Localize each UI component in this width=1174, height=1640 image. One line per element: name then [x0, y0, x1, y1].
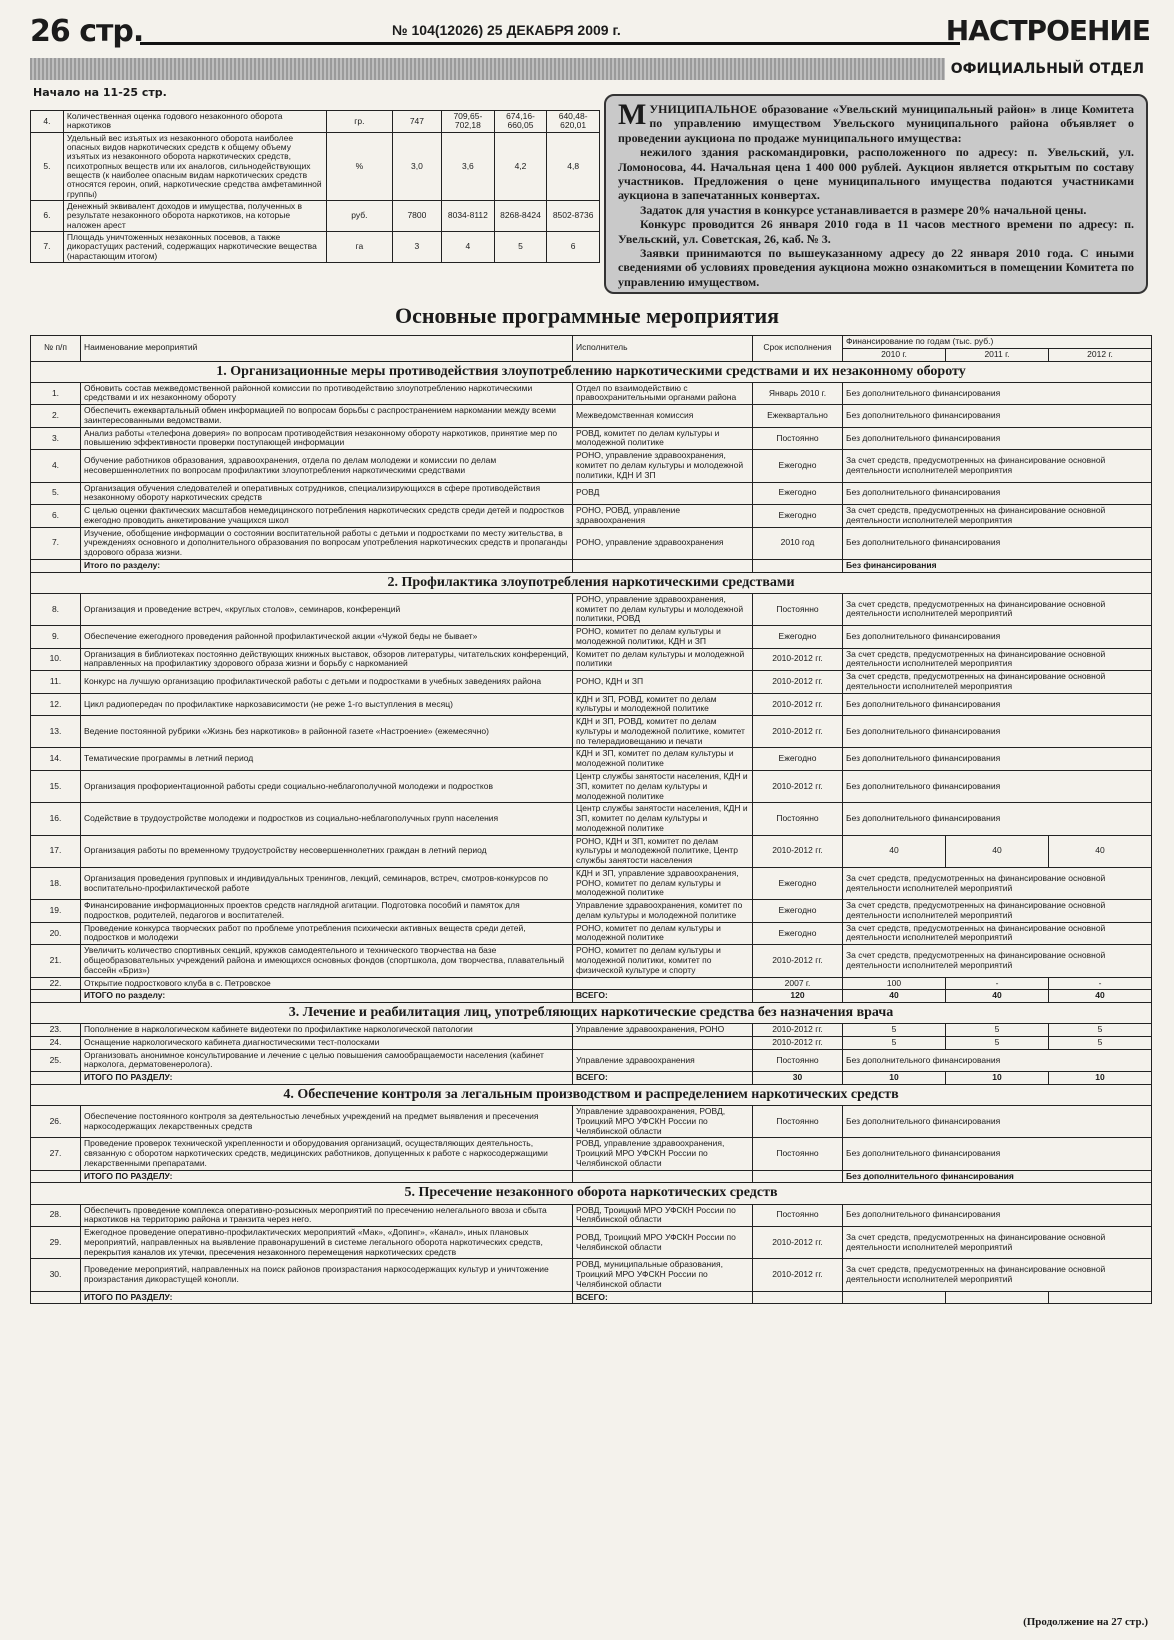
row-term: 2010-2012 гг.	[753, 770, 843, 802]
notice-applications: Заявки принимаются по вышеуказанному адресу до 22 января 2010 года. С иными сведениями об условиях проведения аукциона можно ознакомиться в помещении Комитета по управлению имуществом.	[618, 245, 1134, 289]
total-term	[753, 1170, 843, 1183]
row-term: Ежегодно	[753, 922, 843, 945]
total-year-value	[946, 1291, 1049, 1304]
row-term: Ежегодно	[753, 748, 843, 771]
row-activity: Обеспечить проведение комплекса оперативно-розыскных мероприятий по пресечению нелегального ввоза и сбыта наркотиков на территорию района и транзита через него.	[81, 1204, 573, 1227]
row-financing: Без дополнительного финансирования	[843, 770, 1152, 802]
header-financing: Финансирование по годам (тыс. руб.)	[843, 336, 1152, 349]
table-row	[31, 1036, 1152, 1049]
auction-notice	[604, 94, 1148, 294]
row-activity: Проведение проверок технической укрепленности и оборудования организаций, осуществляющих деятельность, связанную с оборотом наркотических средств, медицинских работников, допущенных к работе с наркосодержащими лекарственными препаратами.	[81, 1138, 573, 1170]
row-activity: Обеспечить ежеквартальный обмен информацией по вопросам борьбы с распространением наркомании между всеми заинтересованными ведомствами.	[81, 405, 573, 428]
row-term: Ежегодно	[753, 450, 843, 482]
row-num: 25.	[31, 1049, 81, 1072]
masthead	[30, 14, 1150, 52]
indicator-num: 6.	[31, 201, 64, 232]
row-year-value: 5	[946, 1024, 1049, 1037]
row-financing: За счет средств, предусмотренных на финансирование основной деятельности исполнителей мероприятий	[843, 593, 1152, 625]
row-term: 2010-2012 гг.	[753, 648, 843, 671]
indicator-value: 5	[494, 232, 547, 263]
row-num: 29.	[31, 1227, 81, 1259]
total-row	[31, 559, 1152, 572]
newspaper-name: НАСТРОЕНИЕ	[945, 14, 1150, 47]
issue-info: № 104(12026) 25 ДЕКАБРЯ 2009 г.	[392, 22, 621, 38]
indicator-row	[31, 232, 600, 263]
indicator-unit: га	[326, 232, 392, 263]
row-executor: Управление здравоохранения, РОВД, Троицкий МРО УФСКН России по Челябинской области	[573, 1106, 753, 1138]
row-num: 14.	[31, 748, 81, 771]
row-year-value: 5	[1049, 1036, 1152, 1049]
section-row	[31, 1183, 1152, 1204]
table-row	[31, 1259, 1152, 1291]
table-row	[31, 1227, 1152, 1259]
total-label: ИТОГО ПО РАЗДЕЛУ:	[81, 1291, 573, 1304]
row-financing: За счет средств, предусмотренных на финансирование основной деятельности исполнителей мероприятия	[843, 505, 1152, 528]
row-financing: Без дополнительного финансирования	[843, 427, 1152, 450]
row-executor: РОНО, комитет по делам культуры и молодежной политики, комитет по физической культуре и спорту	[573, 945, 753, 977]
indicator-value: 709,65-702,18	[442, 111, 495, 133]
row-term: 2010-2012 гг.	[753, 1227, 843, 1259]
indicator-unit: руб.	[326, 201, 392, 232]
row-num: 4.	[31, 450, 81, 482]
section-row	[31, 1003, 1152, 1024]
indicator-name: Удельный вес изъятых из незаконного оборота наиболее опасных видов наркотических средств к общему объему изъятых из незаконного оборота наркотических средств, психотропных веществ или их аналогов, сильнодействующих веществ (к наиболее опасным видам наркотических средств относятся героин, опий, наркотические средства амфетаминной группы)	[63, 132, 326, 200]
row-activity: Организация в библиотеках постоянно действующих книжных выставок, обзоров литературы, читательских конференций, направленных на профилактику здорового образа жизни и борьбу с наркоманией	[81, 648, 573, 671]
row-activity: Обновить состав межведомственной районной комиссии по противодействию злоупотреблению наркотическими средствами и их незаконному обороту	[81, 382, 573, 405]
row-activity: Конкурс на лучшую организацию профилактической работы с детьми и подростками в учебных заведениях района	[81, 671, 573, 694]
total-financing: Без финансирования	[843, 559, 1152, 572]
total-year-value	[1049, 1291, 1152, 1304]
row-financing: Без дополнительного финансирования	[843, 1049, 1152, 1072]
row-financing: Без дополнительного финансирования	[843, 527, 1152, 559]
row-executor: РОНО, КДН и ЗП, комитет по делам культуры и молодежной политике, Центр службы занятости населения	[573, 835, 753, 867]
row-financing: За счет средств, предусмотренных на финансирование основной деятельности исполнителей мероприятий	[843, 1227, 1152, 1259]
table-row	[31, 648, 1152, 671]
row-term: 2010 год	[753, 527, 843, 559]
row-activity: Организовать анонимное консультирование и лечение с целью повышения самообращаемости населения (кабинет нарколога, дерматовенеролога).	[81, 1049, 573, 1072]
row-executor: РОНО, управление здравоохранения	[573, 527, 753, 559]
row-activity: Анализ работы «телефона доверия» по вопросам противодействия незаконному обороту наркотиков, принятие мер по повышению эффективности проверки поступающей информации	[81, 427, 573, 450]
row-financing: Без дополнительного финансирования	[843, 803, 1152, 835]
table-row	[31, 626, 1152, 649]
row-num: 11.	[31, 671, 81, 694]
table-row	[31, 1024, 1152, 1037]
row-activity: Ведение постоянной рубрики «Жизнь без наркотиков» в районной газете «Настроение» (ежемесячно)	[81, 716, 573, 748]
notice-deposit: Задаток для участия в конкурсе устанавливается в размере 20% начальной цены.	[640, 202, 1087, 217]
row-executor: РОНО, управление здравоохранения, комитет по делам культуры и молодежной политики, КДН И ЗП	[573, 450, 753, 482]
indicator-name: Денежный эквивалент доходов и имущества, полученных в результате незаконного оборота наркотиков, на которые наложен арест	[63, 201, 326, 232]
row-financing: За счет средств, предусмотренных на финансирование основной деятельности исполнителей мероприятия	[843, 648, 1152, 671]
table-row	[31, 593, 1152, 625]
row-activity: Изучение, обобщение информации о состоянии воспитательной работы с детьми и подростками по месту жительства, в учреждениях основного и дополнительного образования по вопросам употребления наркотических средств и пропаганды здорового образа жизни.	[81, 527, 573, 559]
row-financing: Без дополнительного финансирования	[843, 405, 1152, 428]
indicator-value: 674,16-660,05	[494, 111, 547, 133]
total-year-value: 10	[843, 1072, 946, 1085]
total-financing: Без дополнительного финансирования	[843, 1170, 1152, 1183]
table-row	[31, 427, 1152, 450]
indicator-value: 4,2	[494, 132, 547, 200]
continued-from: Начало на 11-25 стр.	[33, 86, 167, 99]
table-row	[31, 382, 1152, 405]
row-year-value: -	[1049, 977, 1152, 990]
table-row	[31, 922, 1152, 945]
table-row	[31, 770, 1152, 802]
row-num: 7.	[31, 527, 81, 559]
row-executor: Управление здравоохранения, комитет по делам культуры и молодежной политике	[573, 900, 753, 923]
row-num: 23.	[31, 1024, 81, 1037]
total-row	[31, 1072, 1152, 1085]
row-num: 26.	[31, 1106, 81, 1138]
table-row	[31, 405, 1152, 428]
row-num: 30.	[31, 1259, 81, 1291]
row-financing: За счет средств, предусмотренных на финансирование основной деятельности исполнителей мероприятий	[843, 945, 1152, 977]
row-year-value: 5	[843, 1036, 946, 1049]
total-term: 30	[753, 1072, 843, 1085]
table-row	[31, 1138, 1152, 1170]
row-term: Постоянно	[753, 593, 843, 625]
row-activity: Пополнение в наркологическом кабинете видеотеки по профилактике наркологической патологии	[81, 1024, 573, 1037]
total-term: 120	[753, 990, 843, 1003]
row-activity: Цикл радиопередач по профилактике наркозависимости (не реже 1-го выступления в месяц)	[81, 693, 573, 716]
row-num: 16.	[31, 803, 81, 835]
indicator-value: 4	[442, 232, 495, 263]
row-financing: Без дополнительного финансирования	[843, 1204, 1152, 1227]
total-num	[31, 990, 81, 1003]
table-row	[31, 748, 1152, 771]
row-term: Постоянно	[753, 1138, 843, 1170]
row-activity: Организация профориентационной работы среди социально-неблагополучной молодежи и подростков	[81, 770, 573, 802]
row-activity: Организация и проведение встреч, «круглых столов», семинаров, конференций	[81, 593, 573, 625]
total-row	[31, 990, 1152, 1003]
row-term: 2010-2012 гг.	[753, 716, 843, 748]
row-executor: РОВД, комитет по делам культуры и молодежной политике	[573, 427, 753, 450]
row-executor	[573, 1036, 753, 1049]
row-financing: За счет средств, предусмотренных на финансирование основной деятельности исполнителей мероприятий	[843, 1259, 1152, 1291]
total-label: Итого по разделу:	[81, 559, 573, 572]
indicator-num: 5.	[31, 132, 64, 200]
row-activity: Обучение работников образования, здравоохранения, отдела по делам молодежи и комиссии по делам несовершеннолетних по вопросам профилактики злоупотребления наркотическими средствами	[81, 450, 573, 482]
indicator-value: 8268-8424	[494, 201, 547, 232]
total-year-value: 10	[1049, 1072, 1152, 1085]
header-year-2011: 2011 г.	[946, 348, 1049, 361]
indicator-value: 8034-8112	[442, 201, 495, 232]
indicator-table	[30, 110, 600, 263]
row-num: 15.	[31, 770, 81, 802]
table-header-row	[31, 336, 1152, 349]
total-year-value: 40	[1049, 990, 1152, 1003]
row-executor: КДН и ЗП, комитет по делам культуры и молодежной политике	[573, 748, 753, 771]
total-year-value: 40	[946, 990, 1049, 1003]
row-financing: За счет средств, предусмотренных на финансирование основной деятельности исполнителей мероприятий	[843, 922, 1152, 945]
indicator-row	[31, 111, 600, 133]
total-num	[31, 1072, 81, 1085]
row-num: 28.	[31, 1204, 81, 1227]
row-year-value: 5	[843, 1024, 946, 1037]
row-activity: Оснащение наркологического кабинета диагностическими тест-полосками	[81, 1036, 573, 1049]
row-executor: Комитет по делам культуры и молодежной политики	[573, 648, 753, 671]
header-term: Срок исполнения	[753, 336, 843, 362]
table-row	[31, 716, 1152, 748]
indicator-value: 3,0	[392, 132, 441, 200]
total-label: ИТОГО по разделу:	[81, 990, 573, 1003]
row-num: 27.	[31, 1138, 81, 1170]
row-term: 2010-2012 гг.	[753, 1036, 843, 1049]
total-year-value: 10	[946, 1072, 1049, 1085]
table-row	[31, 482, 1152, 505]
row-activity: С целью оценки фактических масштабов немедицинского потребления наркотических средств среди детей и подростков ежегодно проводить анкетирование учащихся школ	[81, 505, 573, 528]
row-financing: Без дополнительного финансирования	[843, 482, 1152, 505]
row-num: 24.	[31, 1036, 81, 1049]
table-row	[31, 693, 1152, 716]
row-financing: Без дополнительного финансирования	[843, 382, 1152, 405]
table-row	[31, 835, 1152, 867]
row-activity: Организация обучения следователей и оперативных сотрудников, специализирующихся в сфере противодействия незаконному обороту наркотических средств	[81, 482, 573, 505]
row-year-value: 40	[843, 835, 946, 867]
header-name: Наименование мероприятий	[81, 336, 573, 362]
row-term: Январь 2010 г.	[753, 382, 843, 405]
row-num: 19.	[31, 900, 81, 923]
row-year-value: 40	[1049, 835, 1152, 867]
row-activity: Организация проведения групповых и индивидуальных тренингов, лекций, семинаров, встреч, смотров-конкурсов по воспитательно-профилактической работе	[81, 867, 573, 899]
row-executor: Управление здравоохранения, РОНО	[573, 1024, 753, 1037]
row-executor: РОВД, управление здравоохранения, Троицкий МРО УФСКН России по Челябинской области	[573, 1138, 753, 1170]
total-label: ИТОГО ПО РАЗДЕЛУ:	[81, 1170, 573, 1183]
page-number: 26 стр.	[30, 14, 144, 49]
indicator-value: 3	[392, 232, 441, 263]
row-financing: Без дополнительного финансирования	[843, 716, 1152, 748]
row-executor: РОВД, Троицкий МРО УФСКН России по Челябинской области	[573, 1227, 753, 1259]
row-num: 20.	[31, 922, 81, 945]
table-row	[31, 671, 1152, 694]
table-row	[31, 450, 1152, 482]
row-financing: Без дополнительного финансирования	[843, 693, 1152, 716]
table-row	[31, 867, 1152, 899]
total-executor: ВСЕГО:	[573, 990, 753, 1003]
row-num: 10.	[31, 648, 81, 671]
row-term: Ежегодно	[753, 867, 843, 899]
header-year-2012: 2012 г.	[1049, 348, 1152, 361]
section-title: 5. Пресечение незаконного оборота наркотических средств	[31, 1183, 1152, 1204]
row-financing: Без дополнительного финансирования	[843, 626, 1152, 649]
row-term: Постоянно	[753, 803, 843, 835]
indicator-num: 7.	[31, 232, 64, 263]
row-activity: Обеспечение ежегодного проведения районной профилактической акции «Чужой беды не бывает»	[81, 626, 573, 649]
row-financing: Без дополнительного финансирования	[843, 748, 1152, 771]
row-num: 13.	[31, 716, 81, 748]
row-year-value: 5	[946, 1036, 1049, 1049]
row-term: Ежегодно	[753, 900, 843, 923]
row-term: Постоянно	[753, 1049, 843, 1072]
section-row	[31, 361, 1152, 382]
row-activity: Финансирование информационных проектов средств наглядной агитации. Подготовка пособий и памяток для подростков, родителей, педагогов и воспитателей.	[81, 900, 573, 923]
total-term	[753, 1291, 843, 1304]
masthead-rule	[140, 42, 960, 45]
total-label: ИТОГО ПО РАЗДЕЛУ:	[81, 1072, 573, 1085]
row-financing: За счет средств, предусмотренных на финансирование основной деятельности исполнителей мероприятия	[843, 671, 1152, 694]
row-num: 6.	[31, 505, 81, 528]
table-row	[31, 945, 1152, 977]
row-activity: Проведение конкурса творческих работ по проблеме употребления психически активных веществ среди детей, подростков и молодежи	[81, 922, 573, 945]
row-executor: КДН и ЗП, РОВД, комитет по делам культуры и молодежной политике, комитет по телерадиовещанию и печати	[573, 716, 753, 748]
row-num: 2.	[31, 405, 81, 428]
row-num: 17.	[31, 835, 81, 867]
row-term: 2010-2012 гг.	[753, 671, 843, 694]
row-activity: Тематические программы в летний период	[81, 748, 573, 771]
header-year-2010: 2010 г.	[843, 348, 946, 361]
row-executor: КДН и ЗП, управление здравоохранения, РОНО, комитет по делам культуры и молодежной политике	[573, 867, 753, 899]
table-row	[31, 1049, 1152, 1072]
header-executor: Исполнитель	[573, 336, 753, 362]
row-term: 2010-2012 гг.	[753, 945, 843, 977]
row-year-value: 100	[843, 977, 946, 990]
row-executor: РОВД	[573, 482, 753, 505]
row-activity: Открытие подросткового клуба в с. Петровское	[81, 977, 573, 990]
section-row	[31, 572, 1152, 593]
indicator-unit: %	[326, 132, 392, 200]
total-num	[31, 559, 81, 572]
indicator-value: 4,8	[547, 132, 600, 200]
indicator-value: 7800	[392, 201, 441, 232]
section-row	[31, 1084, 1152, 1105]
row-year-value: 5	[1049, 1024, 1152, 1037]
row-executor: Центр службы занятости населения, КДН и ЗП, комитет по делам культуры и молодежной политике	[573, 803, 753, 835]
row-num: 3.	[31, 427, 81, 450]
section-title: 2. Профилактика злоупотребления наркотическими средствами	[31, 572, 1152, 593]
row-num: 18.	[31, 867, 81, 899]
row-executor: РОНО, комитет по делам культуры и молодежной политики, КДН и ЗП	[573, 626, 753, 649]
indicator-value: 8502-8736	[547, 201, 600, 232]
total-term	[753, 559, 843, 572]
row-executor: РОНО, КДН и ЗП	[573, 671, 753, 694]
row-term: 2007 г.	[753, 977, 843, 990]
table-row	[31, 977, 1152, 990]
table-row	[31, 900, 1152, 923]
row-year-value: -	[946, 977, 1049, 990]
notice-date: Конкурс проводится 26 января 2010 года в 11 часов местного времени по адресу: п. Увельский, ул. Советская, 26, каб. № 3.	[618, 217, 1134, 246]
row-executor: РОНО, комитет по делам культуры и молодежной политике	[573, 922, 753, 945]
row-financing: За счет средств, предусмотренных на финансирование основной деятельности исполнителей мероприятия	[843, 450, 1152, 482]
row-activity: Ежегодное проведение оперативно-профилактических мероприятий «Мак», «Допинг», «Канал», иных плановых мероприятий, направленных на выявление правонарушений в системе легального оборота наркотических средств, перекрытия каналов их утечки, пресечения незаконного перемещения наркотических средств	[81, 1227, 573, 1259]
row-num: 12.	[31, 693, 81, 716]
total-executor	[573, 1170, 753, 1183]
row-term: Постоянно	[753, 427, 843, 450]
section-title: 1. Организационные меры противодействия злоупотреблению наркотическими средствами и их незаконному обороту	[31, 361, 1152, 382]
notice-object: нежилого здания раскомандировки, расположенного по адресу: п. Увельский, ул. Ломоносова, 44. Начальная цена 1 400 000 рублей. Аукцион является открытым по составу участников. Предложения о цене муниципального имущества подаются участниками аукциона в запечатанных конвертах.	[618, 145, 1134, 203]
notice-intro: УНИЦИПАЛЬНОЕ образование «Увельский муниципальный район» в лице Комитета по управлению имуществом Увельского муниципального района объявляет о проведении аукциона по продаже муниципального имущества:	[618, 102, 1134, 145]
row-term: 2010-2012 гг.	[753, 1259, 843, 1291]
indicator-value: 6	[547, 232, 600, 263]
total-year-value	[843, 1291, 946, 1304]
total-year-value: 40	[843, 990, 946, 1003]
row-executor: Центр службы занятости населения, КДН и ЗП, комитет по делам культуры и молодежной политике	[573, 770, 753, 802]
row-financing: Без дополнительного финансирования	[843, 1106, 1152, 1138]
indicator-name: Площадь уничтоженных незаконных посевов, а также дикорастущих растений, содержащих наркотические вещества (нарастающим итогом)	[63, 232, 326, 263]
row-executor: РОВД, Троицкий МРО УФСКН России по Челябинской области	[573, 1204, 753, 1227]
total-num	[31, 1170, 81, 1183]
row-executor: РОВД, муниципальные образования, Троицкий МРО УФСКН России по Челябинской области	[573, 1259, 753, 1291]
row-term: Ежегодно	[753, 626, 843, 649]
program-title: Основные программные мероприятия	[394, 303, 780, 328]
total-executor	[573, 559, 753, 572]
row-executor: РОНО, управление здравоохранения, комитет по делам культуры и молодежной политики, РОВД	[573, 593, 753, 625]
row-num: 1.	[31, 382, 81, 405]
indicator-num: 4.	[31, 111, 64, 133]
header-num: № п/п	[31, 336, 81, 362]
row-executor: Отдел по взаимодействию с правоохранительными органами района	[573, 382, 753, 405]
row-term: Постоянно	[753, 1204, 843, 1227]
row-num: 21.	[31, 945, 81, 977]
total-row	[31, 1170, 1152, 1183]
row-activity: Увеличить количество спортивных секций, кружков самодеятельного и технического творчества на базе общеобразовательных учреждений района и имеющихся основных фондов (спортшкола, дом творчества, плавательный бассейн «Бриз»)	[81, 945, 573, 977]
section-band	[30, 58, 1150, 80]
table-row	[31, 1106, 1152, 1138]
row-executor: Управление здравоохранения	[573, 1049, 753, 1072]
department-title: ОФИЦИАЛЬНЫЙ ОТДЕЛ	[945, 58, 1150, 80]
indicator-value: 747	[392, 111, 441, 133]
row-financing: За счет средств, предусмотренных на финансирование основной деятельности исполнителей мероприятий	[843, 900, 1152, 923]
program-table	[30, 335, 1152, 1304]
row-term: Ежегодно	[753, 505, 843, 528]
row-activity: Содействие в трудоустройстве молодежи и подростков из социально-неблагополучных групп населения	[81, 803, 573, 835]
row-executor	[573, 977, 753, 990]
table-row	[31, 803, 1152, 835]
indicator-value: 640,48-620,01	[547, 111, 600, 133]
row-term: 2010-2012 гг.	[753, 1024, 843, 1037]
table-row	[31, 1204, 1152, 1227]
row-financing: За счет средств, предусмотренных на финансирование основной деятельности исполнителей мероприятий	[843, 867, 1152, 899]
row-financing: Без дополнительного финансирования	[843, 1138, 1152, 1170]
indicator-row	[31, 132, 600, 200]
row-num: 22.	[31, 977, 81, 990]
notice-dropcap: М	[618, 98, 647, 131]
section-title: 4. Обеспечение контроля за легальным производством и распределением наркотических средств	[31, 1084, 1152, 1105]
row-activity: Обеспечение постоянного контроля за деятельностью лечебных учреждений на предмет выявления и пресечения наркосодержащих лекарственных средств	[81, 1106, 573, 1138]
row-term: 2010-2012 гг.	[753, 835, 843, 867]
row-num: 5.	[31, 482, 81, 505]
table-row	[31, 505, 1152, 528]
table-row	[31, 527, 1152, 559]
row-executor: КДН и ЗП, РОВД, комитет по делам культуры и молодежной политике	[573, 693, 753, 716]
row-num: 9.	[31, 626, 81, 649]
row-activity: Организация работы по временному трудоустройству несовершеннолетних граждан в летний период	[81, 835, 573, 867]
total-executor: ВСЕГО:	[573, 1291, 753, 1304]
row-activity: Проведение мероприятий, направленных на поиск районов произрастания наркосодержащих культур и уничтожение произрастания дикорастущей конопли.	[81, 1259, 573, 1291]
indicator-name: Количественная оценка годового незаконного оборота наркотиков	[63, 111, 326, 133]
row-num: 8.	[31, 593, 81, 625]
row-term: Ежеквартально	[753, 405, 843, 428]
total-executor: ВСЕГО:	[573, 1072, 753, 1085]
total-num	[31, 1291, 81, 1304]
row-executor: Межведомственная комиссия	[573, 405, 753, 428]
indicator-unit: гр.	[326, 111, 392, 133]
row-term: Ежегодно	[753, 482, 843, 505]
continued-to: (Продолжение на 27 стр.)	[1023, 1616, 1148, 1628]
row-executor: РОНО, РОВД, управление здравоохранения	[573, 505, 753, 528]
section-title: 3. Лечение и реабилитация лиц, употребляющих наркотические средства без назначения врача	[31, 1003, 1152, 1024]
row-term: 2010-2012 гг.	[753, 693, 843, 716]
row-term: Постоянно	[753, 1106, 843, 1138]
total-row	[31, 1291, 1152, 1304]
indicator-value: 3,6	[442, 132, 495, 200]
row-year-value: 40	[946, 835, 1049, 867]
indicator-row	[31, 201, 600, 232]
